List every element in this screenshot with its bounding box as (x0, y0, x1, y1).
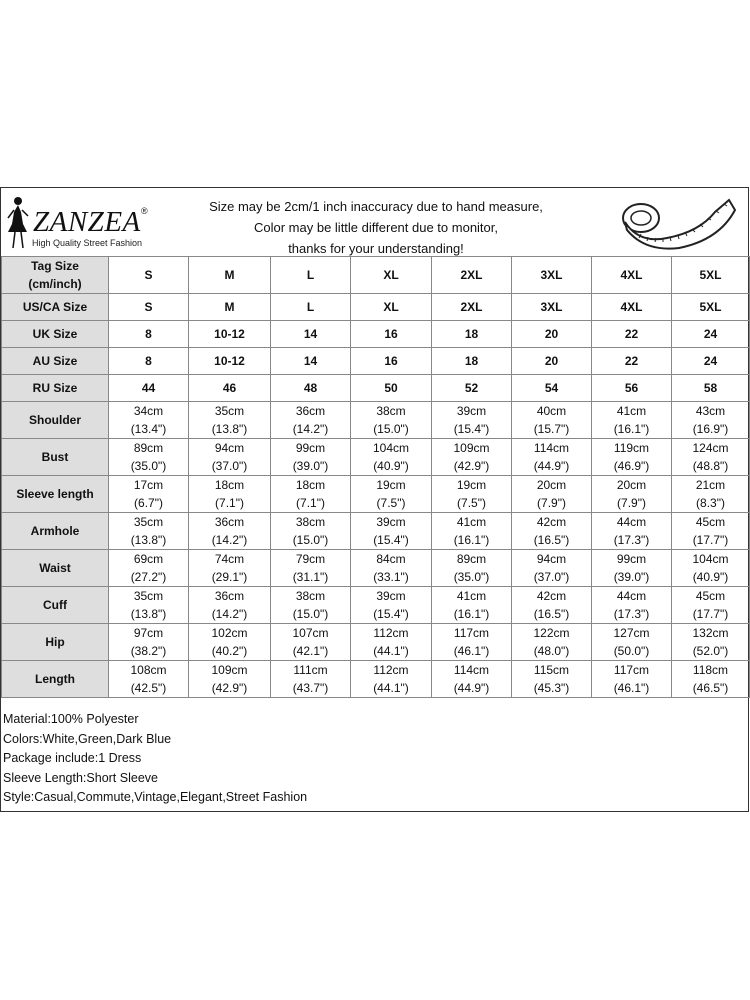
size-cell: 44 (109, 375, 189, 402)
size-cell: 8 (109, 348, 189, 375)
value-cm: 94cm (536, 552, 567, 566)
size-cell: 56 (592, 375, 672, 402)
size-cell: 22 (592, 348, 672, 375)
value-inch: (16.5") (533, 533, 570, 547)
notice-line: Size may be 2cm/1 inch inaccuracy due to hand measure, (209, 199, 543, 214)
value-inch: (17.7") (692, 533, 729, 547)
value-inch: (37.0") (533, 570, 570, 584)
size-cell: 5XL (672, 257, 750, 294)
registered-mark: ® (141, 206, 148, 216)
size-cell: L (271, 294, 351, 321)
measurement-row (2, 402, 750, 439)
value-inch: (17.3") (613, 533, 650, 547)
brand-name: ZANZEA (33, 206, 141, 238)
value-inch: (14.2") (211, 533, 248, 547)
value-cm: 36cm (214, 515, 245, 529)
size-cell: 18 (432, 321, 512, 348)
value-cm: 41cm (616, 404, 647, 418)
value-inch: (15.4") (373, 607, 409, 621)
value-inch: (16.5") (533, 607, 570, 621)
value-cm: 74cm (214, 552, 245, 566)
value-inch: (17.7") (692, 607, 729, 621)
value-cm: 34cm (133, 404, 164, 418)
measurement-cell (271, 550, 351, 587)
row-label (2, 348, 109, 375)
size-cell: 3XL (512, 294, 592, 321)
value-inch: (46.9") (613, 459, 650, 473)
size-cell: S (109, 294, 189, 321)
measurement-cell (109, 661, 189, 698)
measurement-cell (189, 587, 271, 624)
value-inch: (40.9") (373, 459, 409, 473)
value-cm: 107cm (292, 626, 329, 640)
chart-header (1, 188, 748, 255)
size-cell: 4XL (592, 294, 672, 321)
size-cell: 52 (432, 375, 512, 402)
value-cm: 45cm (695, 515, 726, 529)
measurement-cell (271, 624, 351, 661)
measurement-cell (592, 439, 672, 476)
measurement-cell (512, 402, 592, 439)
size-cell: 58 (672, 375, 750, 402)
value-inch: (29.1") (211, 570, 248, 584)
measurement-cell (672, 550, 750, 587)
measurement-cell (351, 587, 432, 624)
measurement-cell (271, 587, 351, 624)
value-inch: (15.0") (292, 607, 329, 621)
measurement-cell (512, 439, 592, 476)
value-inch: (33.1") (373, 570, 409, 584)
value-inch: (16.1") (453, 533, 490, 547)
measurement-row (2, 439, 750, 476)
brand-logo (5, 194, 155, 250)
value-cm: 114cm (533, 441, 570, 455)
measurement-cell (592, 402, 672, 439)
value-inch: (7.5") (376, 496, 406, 510)
measurement-cell (432, 513, 512, 550)
value-inch: (42.1") (292, 644, 329, 658)
measurement-cell (189, 513, 271, 550)
measurement-row (2, 661, 750, 698)
value-cm: 104cm (372, 441, 410, 455)
row-label: Bust (2, 439, 109, 476)
row-label: Sleeve length (2, 476, 109, 513)
value-cm: 117cm (453, 626, 490, 640)
value-cm: 43cm (695, 404, 726, 418)
measurement-cell (592, 587, 672, 624)
measurement-cell (592, 624, 672, 661)
measurement-cell (432, 439, 512, 476)
measurement-cell (512, 476, 592, 513)
measurement-cell (512, 513, 592, 550)
size-cell: 48 (271, 375, 351, 402)
value-cm: 89cm (456, 552, 487, 566)
value-cm: 132cm (692, 626, 729, 640)
measurement-cell (592, 476, 672, 513)
row-label-line: AU Size (32, 354, 78, 368)
value-inch: (7.1") (215, 496, 244, 510)
value-inch: (45.3") (533, 681, 570, 695)
value-inch: (35.0") (453, 570, 490, 584)
value-cm: 104cm (692, 552, 729, 566)
size-row (2, 321, 750, 348)
row-label (2, 375, 109, 402)
value-inch: (17.3") (613, 607, 650, 621)
size-cell: 3XL (512, 257, 592, 294)
value-inch: (48.0") (533, 644, 570, 658)
woman-silhouette-icon (5, 194, 31, 250)
measurement-cell (109, 624, 189, 661)
value-inch: (15.4") (373, 533, 409, 547)
measurement-cell (432, 661, 512, 698)
spec-colors: Colors:White,Green,Dark Blue (3, 731, 172, 746)
row-label: Waist (2, 550, 109, 587)
brand-tagline: High Quality Street Fashion (32, 238, 143, 248)
measurement-cell (271, 476, 351, 513)
size-row (2, 257, 750, 294)
value-inch: (42.5") (130, 681, 167, 695)
measurement-cell (271, 402, 351, 439)
size-table (1, 256, 750, 698)
measurement-cell (189, 624, 271, 661)
measurement-cell (351, 550, 432, 587)
value-inch: (13.8") (211, 422, 248, 436)
measuring-tape-icon (619, 192, 737, 252)
value-cm: 39cm (376, 589, 406, 603)
value-inch: (39.0") (292, 459, 329, 473)
value-inch: (42.9") (453, 459, 490, 473)
measurement-cell (351, 624, 432, 661)
size-cell: 14 (271, 348, 351, 375)
value-inch: (40.2") (211, 644, 248, 658)
value-cm: 127cm (613, 626, 650, 640)
measurement-cell (271, 661, 351, 698)
product-specs (3, 710, 307, 808)
notice-line: thanks for your understanding! (288, 241, 464, 256)
measurement-cell (672, 476, 750, 513)
measurement-cell (672, 624, 750, 661)
value-cm: 20cm (616, 478, 647, 492)
spec-style: Style:Casual,Commute,Vintage,Elegant,Street Fashion (3, 790, 308, 804)
value-inch: (37.0") (211, 459, 248, 473)
value-cm: 44cm (616, 515, 647, 529)
value-inch: (46.5") (692, 681, 729, 695)
value-inch: (48.8") (692, 459, 729, 473)
measurement-row (2, 587, 750, 624)
value-cm: 89cm (133, 441, 164, 455)
size-cell: 8 (109, 321, 189, 348)
value-cm: 102cm (211, 626, 248, 640)
value-inch: (13.8") (130, 533, 167, 547)
value-cm: 19cm (456, 478, 487, 492)
value-inch: (35.0") (130, 459, 167, 473)
value-inch: (52.0") (692, 644, 729, 658)
value-cm: 35cm (133, 589, 164, 603)
size-chart-sheet (0, 187, 749, 812)
value-cm: 17cm (133, 478, 164, 492)
measurement-cell (592, 661, 672, 698)
size-row (2, 294, 750, 321)
measurement-cell (351, 513, 432, 550)
size-cell: 14 (271, 321, 351, 348)
size-row (2, 375, 750, 402)
value-inch: (43.7") (292, 681, 329, 695)
measurement-cell (432, 587, 512, 624)
size-cell: 18 (432, 348, 512, 375)
value-cm: 118cm (692, 663, 729, 677)
value-inch: (44.9") (453, 681, 490, 695)
value-cm: 38cm (295, 515, 326, 529)
value-inch: (15.0") (292, 533, 329, 547)
size-cell: 24 (672, 348, 750, 375)
row-label (2, 257, 109, 294)
value-inch: (15.4") (453, 422, 490, 436)
row-label-line: UK Size (32, 327, 78, 341)
value-inch: (16.1") (613, 422, 650, 436)
value-inch: (44.1") (373, 644, 409, 658)
size-cell: 24 (672, 321, 750, 348)
value-cm: 39cm (456, 404, 487, 418)
value-inch: (16.1") (453, 607, 490, 621)
value-cm: 18cm (214, 478, 245, 492)
row-label: Hip (2, 624, 109, 661)
value-cm: 109cm (211, 663, 248, 677)
measurement-cell (672, 439, 750, 476)
measurement-cell (109, 439, 189, 476)
measurement-cell (109, 402, 189, 439)
measurement-cell (672, 513, 750, 550)
measurement-cell (432, 476, 512, 513)
measurement-cell (189, 402, 271, 439)
value-inch: (13.8") (130, 607, 167, 621)
value-cm: 99cm (616, 552, 647, 566)
measurement-cell (189, 661, 271, 698)
size-cell: 54 (512, 375, 592, 402)
value-cm: 35cm (133, 515, 164, 529)
value-inch: (14.2") (211, 607, 248, 621)
measurement-cell (432, 624, 512, 661)
measurement-row (2, 476, 750, 513)
row-label: Length (2, 661, 109, 698)
size-cell: 16 (351, 348, 432, 375)
measurement-cell (109, 513, 189, 550)
value-cm: 114cm (453, 663, 490, 677)
value-cm: 42cm (536, 515, 567, 529)
measurement-row (2, 624, 750, 661)
value-cm: 99cm (295, 441, 326, 455)
size-cell: 46 (189, 375, 271, 402)
value-cm: 19cm (376, 478, 406, 492)
value-inch: (7.1") (296, 496, 325, 510)
value-inch: (14.2") (292, 422, 329, 436)
row-label-line: (cm/inch) (28, 277, 82, 291)
value-inch: (8.3") (696, 496, 725, 510)
measurement-cell (512, 624, 592, 661)
measurement-cell (351, 476, 432, 513)
measurement-cell (672, 402, 750, 439)
measurement-cell (271, 439, 351, 476)
size-cell: S (109, 257, 189, 294)
measurement-row (2, 550, 750, 587)
size-cell: 5XL (672, 294, 750, 321)
notice-line: Color may be little different due to monitor, (254, 220, 498, 235)
measurement-cell (351, 661, 432, 698)
measurement-cell (672, 661, 750, 698)
value-inch: (13.4") (130, 422, 167, 436)
spec-material: Material:100% Polyester (3, 712, 139, 726)
value-inch: (46.1") (613, 681, 650, 695)
value-cm: 39cm (376, 515, 406, 529)
measurement-cell (109, 550, 189, 587)
size-cell: 2XL (432, 294, 512, 321)
value-cm: 41cm (456, 515, 487, 529)
measurement-cell (351, 439, 432, 476)
row-label: Shoulder (2, 402, 109, 439)
measurement-cell (189, 476, 271, 513)
value-cm: 40cm (536, 404, 567, 418)
size-cell: L (271, 257, 351, 294)
value-cm: 35cm (214, 404, 245, 418)
value-cm: 21cm (695, 478, 726, 492)
value-cm: 45cm (695, 589, 726, 603)
value-inch: (7.9") (537, 496, 566, 510)
value-cm: 119cm (613, 441, 650, 455)
measurement-cell (109, 476, 189, 513)
value-inch: (46.1") (453, 644, 490, 658)
measurement-row (2, 513, 750, 550)
measurement-cell (271, 513, 351, 550)
value-cm: 36cm (295, 404, 326, 418)
value-cm: 36cm (214, 589, 245, 603)
value-cm: 109cm (453, 441, 490, 455)
size-cell: 20 (512, 348, 592, 375)
row-label-line: RU Size (32, 381, 78, 395)
size-cell: 16 (351, 321, 432, 348)
measurement-cell (512, 661, 592, 698)
measurement-cell (432, 550, 512, 587)
value-inch: (27.2") (130, 570, 167, 584)
value-inch: (7.9") (617, 496, 646, 510)
value-cm: 42cm (536, 589, 567, 603)
value-inch: (31.1") (292, 570, 329, 584)
value-cm: 122cm (533, 626, 570, 640)
value-cm: 38cm (376, 404, 406, 418)
measurement-cell (592, 513, 672, 550)
value-cm: 84cm (376, 552, 406, 566)
measurement-cell (189, 550, 271, 587)
value-cm: 108cm (130, 663, 167, 677)
value-inch: (15.0") (373, 422, 409, 436)
size-cell: 20 (512, 321, 592, 348)
value-inch: (44.1") (373, 681, 409, 695)
size-row (2, 348, 750, 375)
size-cell: XL (351, 294, 432, 321)
row-label: Armhole (2, 513, 109, 550)
size-cell: 50 (351, 375, 432, 402)
value-cm: 111cm (293, 663, 328, 677)
value-cm: 20cm (536, 478, 567, 492)
row-label (2, 321, 109, 348)
value-cm: 112cm (373, 663, 409, 677)
measurement-cell (592, 550, 672, 587)
measurement-cell (672, 587, 750, 624)
size-cell: 4XL (592, 257, 672, 294)
value-inch: (38.2") (130, 644, 167, 658)
measurement-cell (512, 550, 592, 587)
value-cm: 112cm (373, 626, 409, 640)
value-inch: (39.0") (613, 570, 650, 584)
measurement-cell (189, 439, 271, 476)
value-cm: 115cm (533, 663, 570, 677)
size-cell: 10-12 (189, 321, 271, 348)
value-cm: 79cm (295, 552, 326, 566)
value-inch: (50.0") (613, 644, 650, 658)
value-cm: 18cm (295, 478, 326, 492)
value-inch: (42.9") (211, 681, 248, 695)
size-cell: 10-12 (189, 348, 271, 375)
size-cell: M (189, 257, 271, 294)
value-cm: 117cm (613, 663, 650, 677)
measurement-cell (351, 402, 432, 439)
size-cell: M (189, 294, 271, 321)
value-cm: 38cm (295, 589, 326, 603)
value-cm: 69cm (133, 552, 164, 566)
value-cm: 94cm (214, 441, 245, 455)
value-cm: 41cm (456, 589, 487, 603)
row-label-line: Tag Size (31, 259, 79, 273)
measurement-cell (109, 587, 189, 624)
row-label (2, 294, 109, 321)
size-cell: 22 (592, 321, 672, 348)
size-cell: XL (351, 257, 432, 294)
value-cm: 97cm (133, 626, 164, 640)
spec-sleeve-length: Sleeve Length:Short Sleeve (3, 770, 158, 785)
measurement-cell (512, 587, 592, 624)
value-cm: 44cm (616, 589, 647, 603)
value-inch: (15.7") (533, 422, 570, 436)
value-inch: (40.9") (692, 570, 729, 584)
size-cell: 2XL (432, 257, 512, 294)
spec-package: Package include:1 Dress (3, 751, 142, 765)
value-inch: (16.9") (692, 422, 729, 436)
value-inch: (44.9") (533, 459, 570, 473)
row-label: Cuff (2, 587, 109, 624)
measurement-cell (432, 402, 512, 439)
value-inch: (6.7") (134, 496, 163, 510)
value-inch: (7.5") (457, 496, 486, 510)
measurement-notice (161, 196, 591, 259)
row-label-line: US/CA Size (22, 300, 88, 314)
value-cm: 124cm (692, 441, 729, 455)
